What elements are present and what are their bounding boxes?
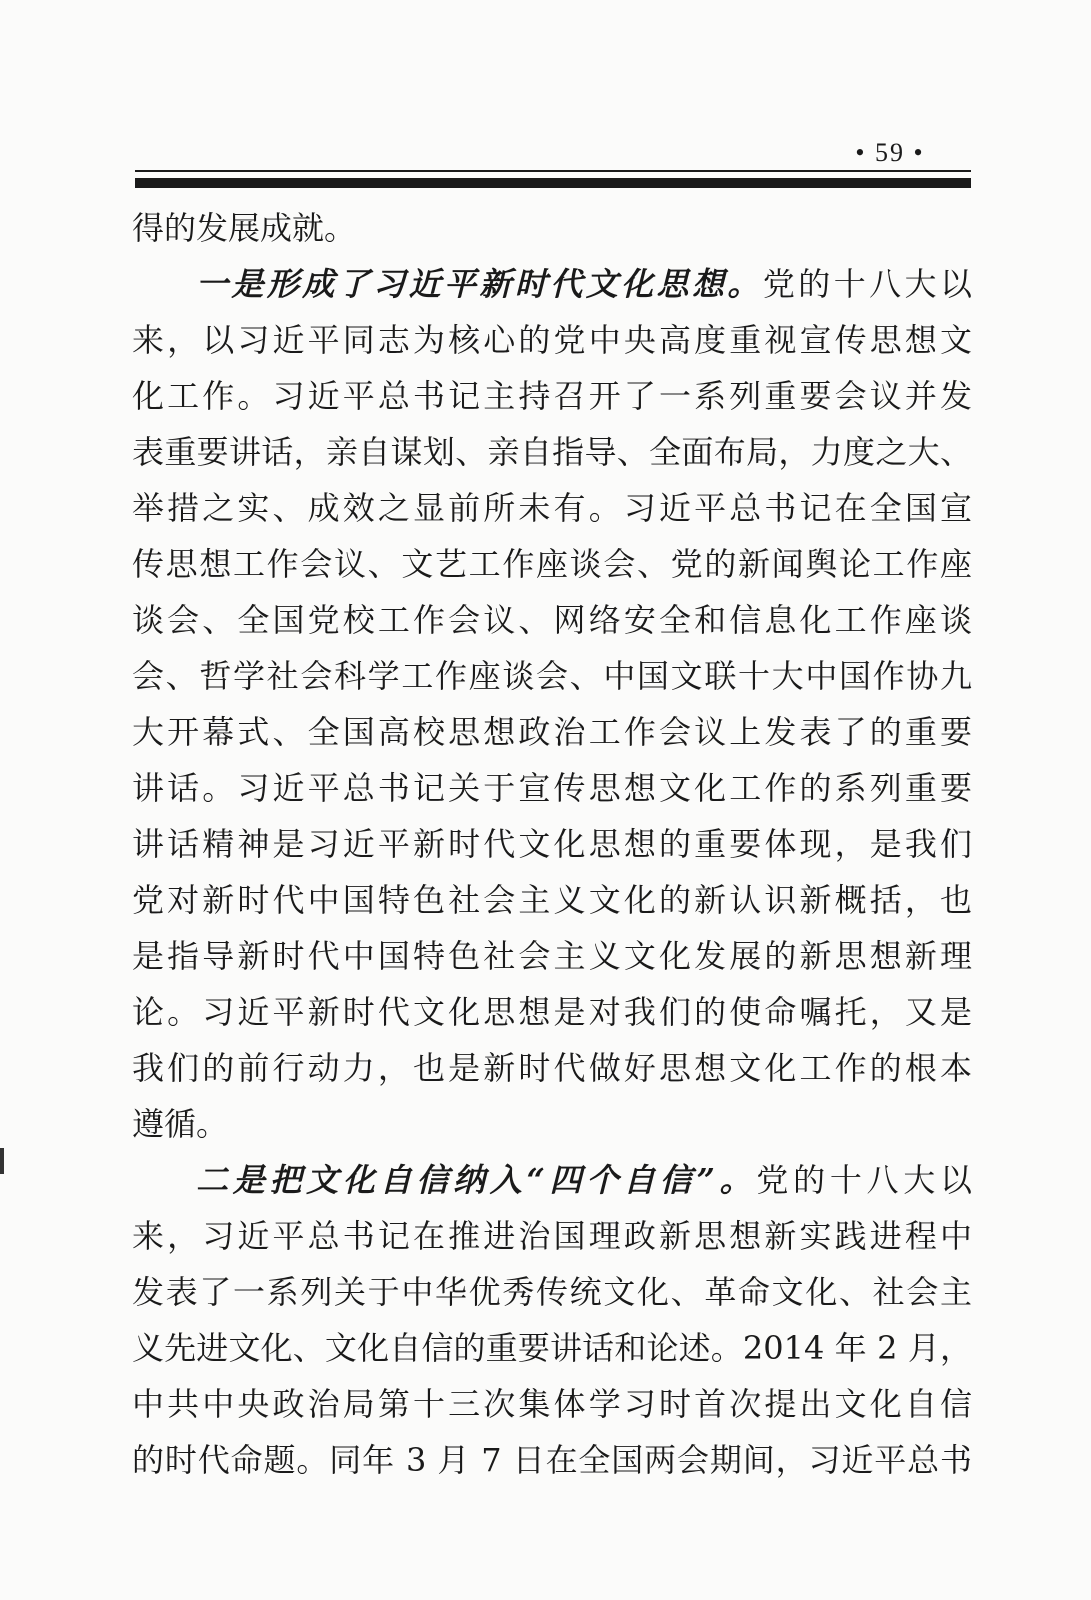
text-line [132, 592, 972, 648]
line-text: 讲话精神是习近平新时代文化思想的重要体现，是我们 [132, 825, 972, 863]
line-text: 化工作。习近平总书记主持召开了一系列重要会议并发 [132, 377, 972, 415]
text-line [132, 760, 972, 816]
text-line [132, 1264, 972, 1320]
emphasis-text: 一是形成了习近平新时代文化思想。 [196, 265, 763, 303]
text-line [132, 1376, 972, 1432]
line-text: 党对新时代中国特色社会主义文化的新认识新概括，也 [132, 881, 972, 919]
text-line [132, 816, 972, 872]
line-text: 是指导新时代中国特色社会主义文化发展的新思想新理 [132, 937, 972, 975]
text-line [132, 1152, 972, 1208]
text-line [132, 368, 972, 424]
body-text [132, 200, 972, 1488]
line-text: 义先进文化、文化自信的重要讲话和论述。2014 年 2 月， [132, 1329, 972, 1367]
header-rule-thin [135, 170, 971, 172]
text-line [132, 424, 972, 480]
scan-margin-mark [0, 1148, 4, 1174]
line-text: 谈会、全国党校工作会议、网络安全和信息化工作座谈 [132, 601, 972, 639]
text-line [132, 984, 972, 1040]
text-line [132, 872, 972, 928]
line-text: 党的十八大以 [762, 265, 972, 303]
line-text: 表重要讲话，亲自谋划、亲自指导、全面布局，力度之大、 [132, 433, 972, 471]
line-text: 遵循。 [132, 1105, 229, 1143]
text-line [132, 648, 972, 704]
line-text: 党的十八大以 [756, 1161, 972, 1199]
line-text: 讲话。习近平总书记关于宣传思想文化工作的系列重要 [132, 769, 972, 807]
line-text: 的时代命题。同年 3 月 7 日在全国两会期间，习近平总书 [132, 1441, 972, 1479]
text-line [132, 256, 972, 312]
text-line [132, 1208, 972, 1264]
text-line [132, 1096, 972, 1152]
text-line [132, 704, 972, 760]
line-text: 来，以习近平同志为核心的党中央高度重视宣传思想文 [132, 321, 972, 359]
line-text: 来，习近平总书记在推进治国理政新思想新实践进程中 [132, 1217, 972, 1255]
line-text: 论。习近平新时代文化思想是对我们的使命嘱托，又是 [132, 993, 972, 1031]
text-line [132, 480, 972, 536]
emphasis-text: 二是把文化自信纳入“四个自信”。 [196, 1161, 757, 1199]
line-text: 会、哲学社会科学工作座谈会、中国文联十大中国作协九 [132, 657, 972, 695]
line-text: 得的发展成就。 [132, 209, 357, 247]
text-line [132, 1320, 972, 1376]
line-text: 我们的前行动力，也是新时代做好思想文化工作的根本 [132, 1049, 972, 1087]
page-number: • 59 • [855, 138, 925, 167]
line-text: 举措之实、成效之显前所未有。习近平总书记在全国宣 [132, 489, 972, 527]
text-line [132, 928, 972, 984]
line-text: 中共中央政治局第十三次集体学习时首次提出文化自信 [132, 1385, 972, 1423]
line-text: 大开幕式、全国高校思想政治工作会议上发表了的重要 [132, 713, 972, 751]
text-line [132, 1432, 972, 1488]
text-line [132, 1040, 972, 1096]
line-text: 传思想工作会议、文艺工作座谈会、党的新闻舆论工作座 [132, 545, 972, 583]
text-line [132, 536, 972, 592]
text-line [132, 312, 972, 368]
text-line [132, 200, 972, 256]
header-rule-thick [135, 178, 971, 188]
line-text: 发表了一系列关于中华优秀传统文化、革命文化、社会主 [132, 1273, 972, 1311]
